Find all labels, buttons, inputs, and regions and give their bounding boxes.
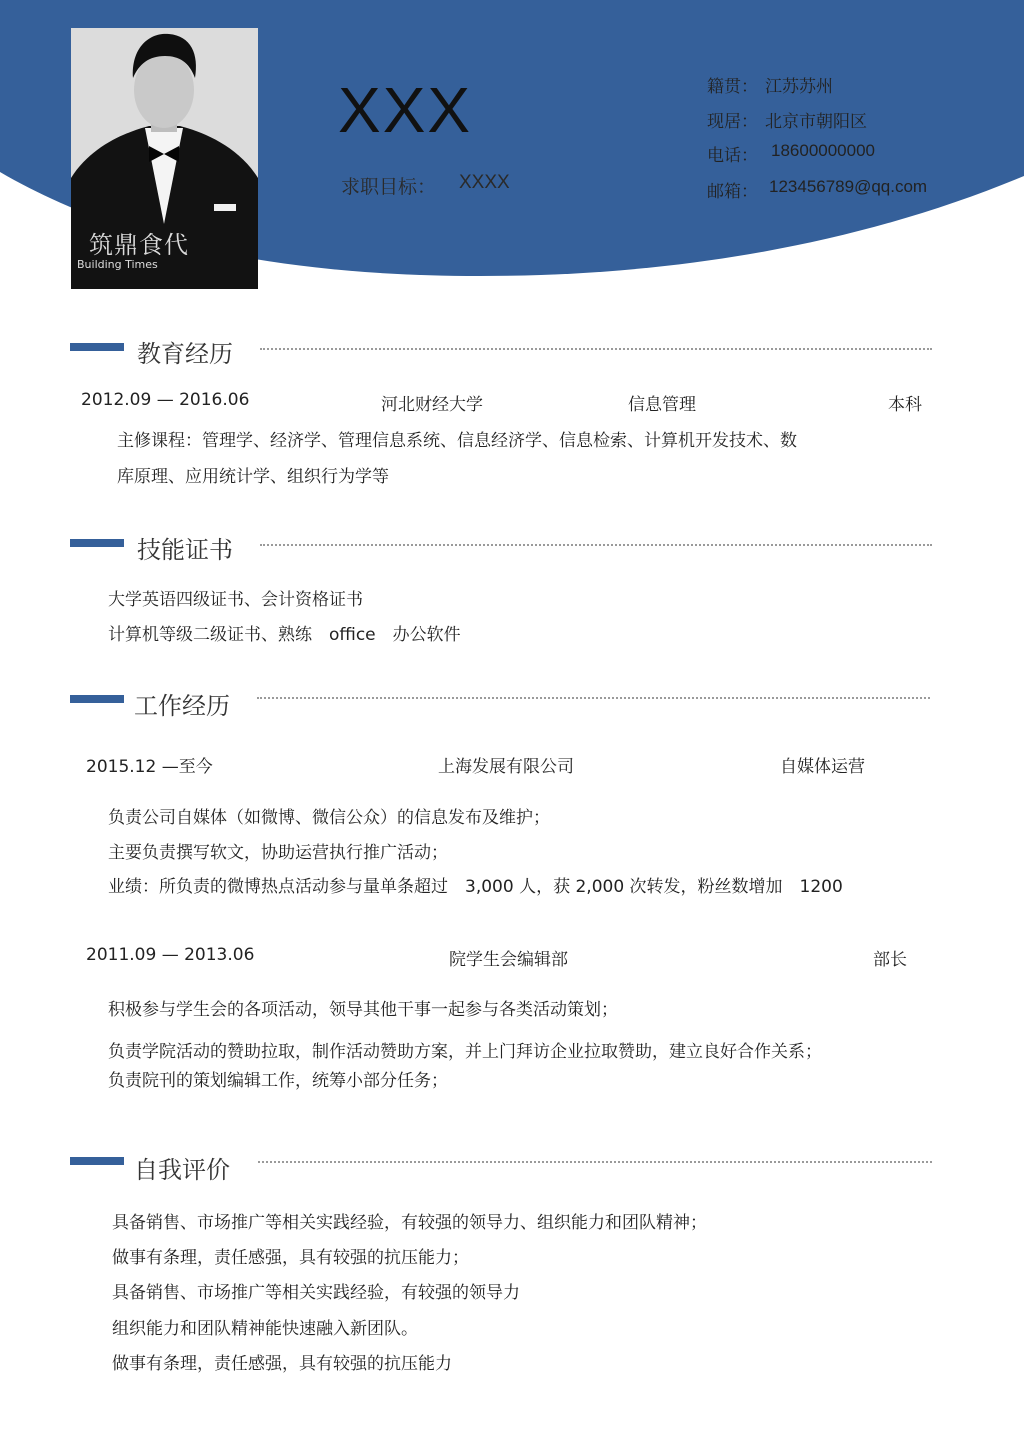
section-marker: [70, 343, 124, 351]
photo-watermark: 筑鼎食代: [89, 231, 189, 259]
job-duty: 业绩：所负责的微博热点活动参与量单条超过 3,000 人，获 2,000 次转发，粉丝数增加 1200: [108, 877, 843, 897]
job-duty: 负责院刊的策划编辑工作，统筹小部分任务；: [108, 1071, 448, 1091]
self-eval-title: 自我评价: [134, 1156, 230, 1184]
objective-label: 求职目标：: [341, 176, 437, 198]
job-duty: 负责学院活动的赞助拉取，制作活动赞助方案，并上门拜访企业拉取赞助，建立良好合作关系；: [108, 1042, 822, 1062]
phone-value: 18600000000: [771, 141, 876, 160]
education-courses: 主修课程：管理学、经济学、管理信息系统、信息经济学、信息检索、计算机开发技术、数: [117, 431, 797, 451]
email-value: 123456789@qq.com: [769, 177, 928, 196]
self-eval-line: 具备销售、市场推广等相关实践经验，有较强的领导力: [112, 1283, 520, 1303]
self-eval-line: 做事有条理，责任感强，具有较强的抗压能力；: [112, 1248, 469, 1268]
education-degree: 本科: [888, 395, 922, 415]
skills-line: 大学英语四级证书、会计资格证书: [108, 590, 363, 610]
job-duty: 负责公司自媒体（如微博、微信公众）的信息发布及维护；: [108, 808, 550, 828]
objective-value: XXXX: [459, 172, 510, 193]
self-eval-line: 组织能力和团队精神能快速融入新团队。: [112, 1319, 418, 1339]
photo-watermark-sub: Building Times: [77, 258, 158, 271]
section-divider: [260, 544, 932, 546]
section-divider: [257, 697, 930, 699]
education-period: 2012.09 — 2016.06: [81, 390, 250, 410]
section-marker: [70, 539, 124, 547]
job-period: 2015.12 —至今: [86, 757, 213, 777]
education-school: 河北财经大学: [381, 395, 483, 415]
job-duty: 主要负责撰写软文，协助运营执行推广活动；: [108, 843, 448, 863]
email-label: 邮箱：: [707, 182, 758, 202]
phone-label: 电话：: [707, 146, 758, 166]
section-divider: [260, 348, 932, 350]
residence-value: 北京市朝阳区: [765, 112, 867, 132]
job-period: 2011.09 — 2013.06: [86, 945, 255, 965]
education-major: 信息管理: [628, 395, 696, 415]
section-marker: [70, 695, 124, 703]
origin-label: 籍贯：: [707, 77, 758, 97]
education-title: 教育经历: [137, 340, 233, 368]
education-courses-cont: 库原理、应用统计学、组织行为学等: [117, 467, 389, 487]
job-role: 自媒体运营: [780, 757, 865, 777]
skills-title: 技能证书: [137, 536, 233, 564]
job-role: 部长: [873, 950, 907, 970]
self-eval-line: 具备销售、市场推广等相关实践经验，有较强的领导力、组织能力和团队精神；: [112, 1213, 707, 1233]
section-marker: [70, 1157, 124, 1165]
applicant-name: XXX: [338, 74, 473, 146]
origin-value: 江苏苏州: [765, 77, 833, 97]
skills-line: 计算机等级二级证书、熟练 office 办公软件: [108, 625, 461, 645]
residence-label: 现居：: [707, 112, 758, 132]
job-org: 上海发展有限公司: [438, 757, 574, 777]
work-title: 工作经历: [134, 692, 230, 720]
profile-photo: [71, 28, 258, 289]
job-org: 院学生会编辑部: [449, 950, 568, 970]
job-duty: 积极参与学生会的各项活动，领导其他干事一起参与各类活动策划；: [108, 1000, 618, 1020]
section-divider: [258, 1161, 932, 1163]
self-eval-line: 做事有条理，责任感强，具有较强的抗压能力: [112, 1354, 452, 1374]
